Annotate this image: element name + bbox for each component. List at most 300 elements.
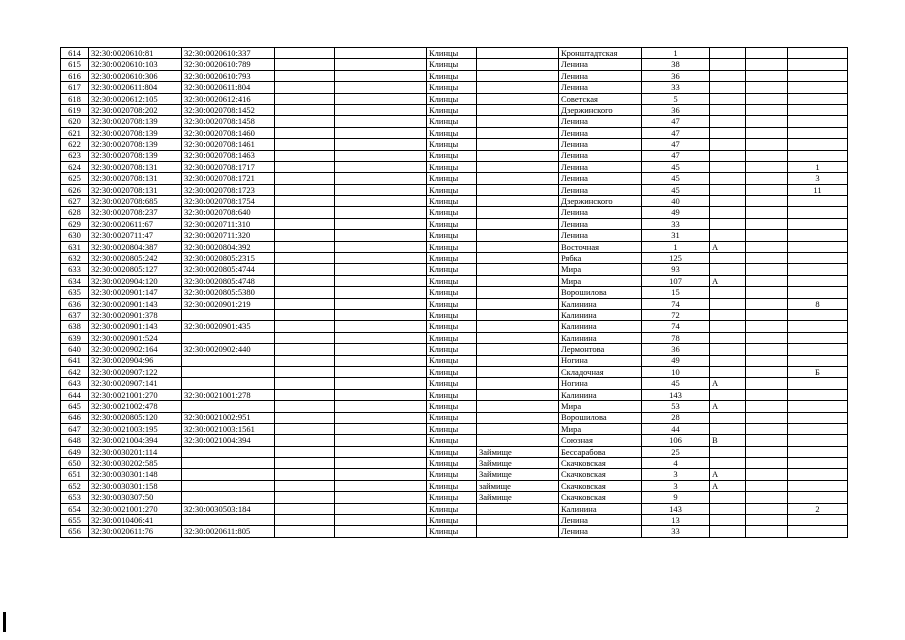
empty-cell [275, 264, 335, 275]
building-cadastral-number-cell: 32:30:0020901:219 [182, 298, 275, 309]
house-number-cell: 93 [642, 264, 710, 275]
letter-cell [710, 298, 746, 309]
row-number-cell: 647 [61, 423, 89, 434]
row-number-cell: 633 [61, 264, 89, 275]
house-number-cell: 74 [642, 298, 710, 309]
city-cell: Клинцы [427, 492, 477, 503]
extra-cell [746, 161, 788, 172]
letter-cell [710, 458, 746, 469]
settlement-cell [477, 218, 559, 229]
apartment-cell [788, 378, 848, 389]
row-number-cell: 649 [61, 446, 89, 457]
letter-cell [710, 366, 746, 377]
cadastral-number-cell: 32:30:0020805:242 [89, 253, 182, 264]
empty-cell [275, 458, 335, 469]
table-row [61, 173, 848, 184]
empty-cell [335, 139, 427, 150]
row-number-cell: 641 [61, 355, 89, 366]
empty-cell [275, 184, 335, 195]
extra-cell [746, 59, 788, 70]
table-row [61, 196, 848, 207]
city-cell: Клинцы [427, 503, 477, 514]
empty-cell [335, 378, 427, 389]
empty-cell [335, 503, 427, 514]
cadastral-number-cell: 32:30:0030201:114 [89, 446, 182, 457]
street-cell: Складочная [559, 366, 642, 377]
table-row [61, 526, 848, 537]
settlement-cell [477, 207, 559, 218]
extra-cell [746, 458, 788, 469]
table-row [61, 253, 848, 264]
street-cell: Ленина [559, 184, 642, 195]
cadastral-number-cell: 32:30:0020708:139 [89, 150, 182, 161]
city-cell: Клинцы [427, 127, 477, 138]
extra-cell [746, 253, 788, 264]
empty-cell [275, 492, 335, 503]
empty-cell [275, 218, 335, 229]
settlement-cell [477, 366, 559, 377]
house-number-cell: 9 [642, 492, 710, 503]
empty-cell [335, 401, 427, 412]
apartment-cell [788, 321, 848, 332]
street-cell: Калинина [559, 321, 642, 332]
extra-cell [746, 207, 788, 218]
letter-cell [710, 59, 746, 70]
building-cadastral-number-cell: 32:30:0020708:1460 [182, 127, 275, 138]
apartment-cell [788, 48, 848, 59]
house-number-cell: 45 [642, 184, 710, 195]
row-number-cell: 620 [61, 116, 89, 127]
empty-cell [275, 173, 335, 184]
registry-table [60, 47, 848, 538]
building-cadastral-number-cell: 32:30:0020708:640 [182, 207, 275, 218]
apartment-cell: 3 [788, 173, 848, 184]
street-cell: Мира [559, 401, 642, 412]
apartment-cell [788, 116, 848, 127]
cadastral-number-cell: 32:30:0020708:202 [89, 104, 182, 115]
house-number-cell: 72 [642, 309, 710, 320]
cadastral-number-cell: 32:30:0020901:524 [89, 332, 182, 343]
empty-cell [335, 446, 427, 457]
row-number-cell: 640 [61, 344, 89, 355]
settlement-cell [477, 344, 559, 355]
table-row [61, 309, 848, 320]
empty-cell [275, 127, 335, 138]
extra-cell [746, 526, 788, 537]
city-cell: Клинцы [427, 241, 477, 252]
settlement-cell: Займище [477, 446, 559, 457]
building-cadastral-number-cell [182, 480, 275, 491]
row-number-cell: 626 [61, 184, 89, 195]
row-number-cell: 616 [61, 70, 89, 81]
cadastral-number-cell: 32:30:0020611:76 [89, 526, 182, 537]
empty-cell [335, 207, 427, 218]
building-cadastral-number-cell [182, 458, 275, 469]
house-number-cell: 45 [642, 378, 710, 389]
apartment-cell [788, 309, 848, 320]
cadastral-number-cell: 32:30:0020901:143 [89, 298, 182, 309]
building-cadastral-number-cell: 32:30:0020711:320 [182, 230, 275, 241]
cadastral-number-cell: 32:30:0020610:81 [89, 48, 182, 59]
row-number-cell: 631 [61, 241, 89, 252]
empty-cell [335, 423, 427, 434]
settlement-cell [477, 93, 559, 104]
table-row [61, 230, 848, 241]
building-cadastral-number-cell: 32:30:0020708:1721 [182, 173, 275, 184]
empty-cell [275, 104, 335, 115]
extra-cell [746, 515, 788, 526]
table-row [61, 332, 848, 343]
row-number-cell: 618 [61, 93, 89, 104]
house-number-cell: 49 [642, 355, 710, 366]
house-number-cell: 10 [642, 366, 710, 377]
cadastral-number-cell: 32:30:0021002:478 [89, 401, 182, 412]
extra-cell [746, 366, 788, 377]
settlement-cell [477, 116, 559, 127]
letter-cell [710, 526, 746, 537]
house-number-cell: 143 [642, 503, 710, 514]
empty-cell [335, 150, 427, 161]
apartment-cell [788, 287, 848, 298]
empty-cell [335, 435, 427, 446]
apartment-cell [788, 469, 848, 480]
street-cell: Ленина [559, 526, 642, 537]
letter-cell [710, 196, 746, 207]
apartment-cell [788, 104, 848, 115]
extra-cell [746, 503, 788, 514]
settlement-cell: займище [477, 480, 559, 491]
house-number-cell: 13 [642, 515, 710, 526]
extra-cell [746, 378, 788, 389]
street-cell: Ленина [559, 59, 642, 70]
city-cell: Клинцы [427, 309, 477, 320]
table-row [61, 104, 848, 115]
street-cell: Восточная [559, 241, 642, 252]
house-number-cell: 31 [642, 230, 710, 241]
street-cell: Скачковская [559, 469, 642, 480]
table-row [61, 82, 848, 93]
building-cadastral-number-cell: 32:30:0020610:793 [182, 70, 275, 81]
row-number-cell: 629 [61, 218, 89, 229]
extra-cell [746, 241, 788, 252]
street-cell: Скачковская [559, 480, 642, 491]
house-number-cell: 49 [642, 207, 710, 218]
empty-cell [335, 93, 427, 104]
row-number-cell: 643 [61, 378, 89, 389]
street-cell: Дзержинского [559, 196, 642, 207]
settlement-cell [477, 412, 559, 423]
apartment-cell [788, 82, 848, 93]
empty-cell [275, 503, 335, 514]
apartment-cell [788, 218, 848, 229]
apartment-cell [788, 264, 848, 275]
row-number-cell: 652 [61, 480, 89, 491]
building-cadastral-number-cell: 32:30:0020708:1461 [182, 139, 275, 150]
settlement-cell [477, 48, 559, 59]
city-cell: Клинцы [427, 230, 477, 241]
building-cadastral-number-cell: 32:30:0020708:1458 [182, 116, 275, 127]
building-cadastral-number-cell: 32:30:0021001:278 [182, 389, 275, 400]
city-cell: Клинцы [427, 173, 477, 184]
city-cell: Клинцы [427, 355, 477, 366]
empty-cell [335, 230, 427, 241]
house-number-cell: 45 [642, 161, 710, 172]
empty-cell [275, 161, 335, 172]
apartment-cell [788, 241, 848, 252]
extra-cell [746, 389, 788, 400]
row-number-cell: 638 [61, 321, 89, 332]
empty-cell [275, 412, 335, 423]
row-number-cell: 635 [61, 287, 89, 298]
empty-cell [335, 344, 427, 355]
cadastral-number-cell: 32:30:0020611:804 [89, 82, 182, 93]
empty-cell [335, 116, 427, 127]
row-number-cell: 630 [61, 230, 89, 241]
building-cadastral-number-cell: 32:30:0020610:337 [182, 48, 275, 59]
settlement-cell [477, 423, 559, 434]
table-row [61, 435, 848, 446]
empty-cell [275, 389, 335, 400]
building-cadastral-number-cell [182, 469, 275, 480]
empty-cell [275, 526, 335, 537]
cadastral-number-cell: 32:30:0020708:685 [89, 196, 182, 207]
house-number-cell: 4 [642, 458, 710, 469]
empty-cell [335, 309, 427, 320]
cadastral-number-cell: 32:30:0020901:143 [89, 321, 182, 332]
apartment-cell [788, 355, 848, 366]
letter-cell [710, 412, 746, 423]
building-cadastral-number-cell: 32:30:0020708:1463 [182, 150, 275, 161]
house-number-cell: 15 [642, 287, 710, 298]
letter-cell [710, 344, 746, 355]
empty-cell [275, 116, 335, 127]
house-number-cell: 1 [642, 48, 710, 59]
empty-cell [335, 492, 427, 503]
table-row [61, 93, 848, 104]
row-number-cell: 656 [61, 526, 89, 537]
empty-cell [335, 127, 427, 138]
letter-cell [710, 389, 746, 400]
letter-cell [710, 207, 746, 218]
row-number-cell: 619 [61, 104, 89, 115]
building-cadastral-number-cell: 32:30:0020611:804 [182, 82, 275, 93]
letter-cell [710, 48, 746, 59]
cadastral-number-cell: 32:30:0030307:50 [89, 492, 182, 503]
apartment-cell: 2 [788, 503, 848, 514]
row-number-cell: 636 [61, 298, 89, 309]
empty-cell [335, 355, 427, 366]
extra-cell [746, 116, 788, 127]
apartment-cell: 11 [788, 184, 848, 195]
empty-cell [275, 230, 335, 241]
empty-cell [335, 332, 427, 343]
row-number-cell: 655 [61, 515, 89, 526]
letter-cell [710, 173, 746, 184]
settlement-cell [477, 184, 559, 195]
table-row [61, 264, 848, 275]
letter-cell [710, 515, 746, 526]
table-row [61, 366, 848, 377]
empty-cell [275, 469, 335, 480]
letter-cell [710, 104, 746, 115]
street-cell: Лермонтова [559, 344, 642, 355]
apartment-cell [788, 230, 848, 241]
letter-cell [710, 93, 746, 104]
empty-cell [275, 287, 335, 298]
street-cell: Ленина [559, 230, 642, 241]
empty-cell [275, 298, 335, 309]
row-number-cell: 651 [61, 469, 89, 480]
street-cell: Ленина [559, 515, 642, 526]
street-cell: Ленина [559, 127, 642, 138]
building-cadastral-number-cell: 32:30:0020901:435 [182, 321, 275, 332]
apartment-cell [788, 196, 848, 207]
table-row [61, 389, 848, 400]
table-row [61, 184, 848, 195]
settlement-cell: Займище [477, 458, 559, 469]
cadastral-number-cell: 32:30:0020611:67 [89, 218, 182, 229]
apartment-cell: Б [788, 366, 848, 377]
row-number-cell: 644 [61, 389, 89, 400]
table-body [61, 48, 848, 538]
letter-cell [710, 264, 746, 275]
settlement-cell [477, 355, 559, 366]
extra-cell [746, 469, 788, 480]
street-cell: Калинина [559, 503, 642, 514]
empty-cell [335, 366, 427, 377]
empty-cell [275, 423, 335, 434]
apartment-cell [788, 344, 848, 355]
house-number-cell: 47 [642, 116, 710, 127]
cadastral-number-cell: 32:30:0020708:237 [89, 207, 182, 218]
extra-cell [746, 344, 788, 355]
building-cadastral-number-cell: 32:30:0020610:789 [182, 59, 275, 70]
letter-cell: В [710, 435, 746, 446]
building-cadastral-number-cell: 32:30:0020708:1754 [182, 196, 275, 207]
city-cell: Клинцы [427, 104, 477, 115]
building-cadastral-number-cell: 32:30:0020805:2315 [182, 253, 275, 264]
table-row [61, 480, 848, 491]
extra-cell [746, 127, 788, 138]
extra-cell [746, 332, 788, 343]
city-cell: Клинцы [427, 287, 477, 298]
row-number-cell: 623 [61, 150, 89, 161]
cadastral-number-cell: 32:30:0020901:147 [89, 287, 182, 298]
cadastral-number-cell: 32:30:0030301:158 [89, 480, 182, 491]
building-cadastral-number-cell: 32:30:0020711:310 [182, 218, 275, 229]
table-row [61, 127, 848, 138]
extra-cell [746, 264, 788, 275]
building-cadastral-number-cell: 32:30:0020611:805 [182, 526, 275, 537]
city-cell: Клинцы [427, 196, 477, 207]
house-number-cell: 47 [642, 139, 710, 150]
city-cell: Клинцы [427, 480, 477, 491]
street-cell: Ленина [559, 116, 642, 127]
city-cell: Клинцы [427, 218, 477, 229]
city-cell: Клинцы [427, 161, 477, 172]
letter-cell [710, 150, 746, 161]
letter-cell [710, 321, 746, 332]
letter-cell [710, 218, 746, 229]
settlement-cell [477, 287, 559, 298]
settlement-cell [477, 503, 559, 514]
table-row [61, 401, 848, 412]
empty-cell [335, 70, 427, 81]
street-cell: Кронштадтская [559, 48, 642, 59]
empty-cell [275, 435, 335, 446]
row-number-cell: 621 [61, 127, 89, 138]
street-cell: Ворошилова [559, 412, 642, 423]
house-number-cell: 78 [642, 332, 710, 343]
street-cell: Рябка [559, 253, 642, 264]
building-cadastral-number-cell [182, 332, 275, 343]
empty-cell [335, 389, 427, 400]
house-number-cell: 47 [642, 150, 710, 161]
letter-cell [710, 82, 746, 93]
city-cell: Клинцы [427, 344, 477, 355]
row-number-cell: 650 [61, 458, 89, 469]
apartment-cell [788, 458, 848, 469]
empty-cell [275, 275, 335, 286]
apartment-cell [788, 515, 848, 526]
settlement-cell [477, 59, 559, 70]
house-number-cell: 143 [642, 389, 710, 400]
city-cell: Клинцы [427, 93, 477, 104]
table-row [61, 344, 848, 355]
building-cadastral-number-cell: 32:30:0020708:1452 [182, 104, 275, 115]
settlement-cell [477, 264, 559, 275]
cadastral-number-cell: 32:30:0020610:306 [89, 70, 182, 81]
empty-cell [275, 207, 335, 218]
extra-cell [746, 435, 788, 446]
street-cell: Ленина [559, 218, 642, 229]
extra-cell [746, 298, 788, 309]
building-cadastral-number-cell [182, 401, 275, 412]
letter-cell: А [710, 241, 746, 252]
extra-cell [746, 309, 788, 320]
city-cell: Клинцы [427, 207, 477, 218]
house-number-cell: 25 [642, 446, 710, 457]
cadastral-number-cell: 32:30:0020901:378 [89, 309, 182, 320]
empty-cell [335, 275, 427, 286]
empty-cell [275, 196, 335, 207]
row-number-cell: 634 [61, 275, 89, 286]
building-cadastral-number-cell: 32:30:0020708:1717 [182, 161, 275, 172]
table-row [61, 492, 848, 503]
empty-cell [335, 82, 427, 93]
empty-cell [275, 332, 335, 343]
street-cell: Дзержинского [559, 104, 642, 115]
cadastral-number-cell: 32:30:0020708:131 [89, 161, 182, 172]
apartment-cell [788, 435, 848, 446]
empty-cell [275, 446, 335, 457]
row-number-cell: 639 [61, 332, 89, 343]
settlement-cell [477, 401, 559, 412]
empty-cell [335, 218, 427, 229]
extra-cell [746, 184, 788, 195]
street-cell: Мира [559, 275, 642, 286]
city-cell: Клинцы [427, 401, 477, 412]
settlement-cell [477, 389, 559, 400]
city-cell: Клинцы [427, 435, 477, 446]
building-cadastral-number-cell: 32:30:0020612:416 [182, 93, 275, 104]
house-number-cell: 3 [642, 480, 710, 491]
row-number-cell: 653 [61, 492, 89, 503]
empty-cell [335, 264, 427, 275]
city-cell: Клинцы [427, 526, 477, 537]
apartment-cell [788, 401, 848, 412]
house-number-cell: 5 [642, 93, 710, 104]
